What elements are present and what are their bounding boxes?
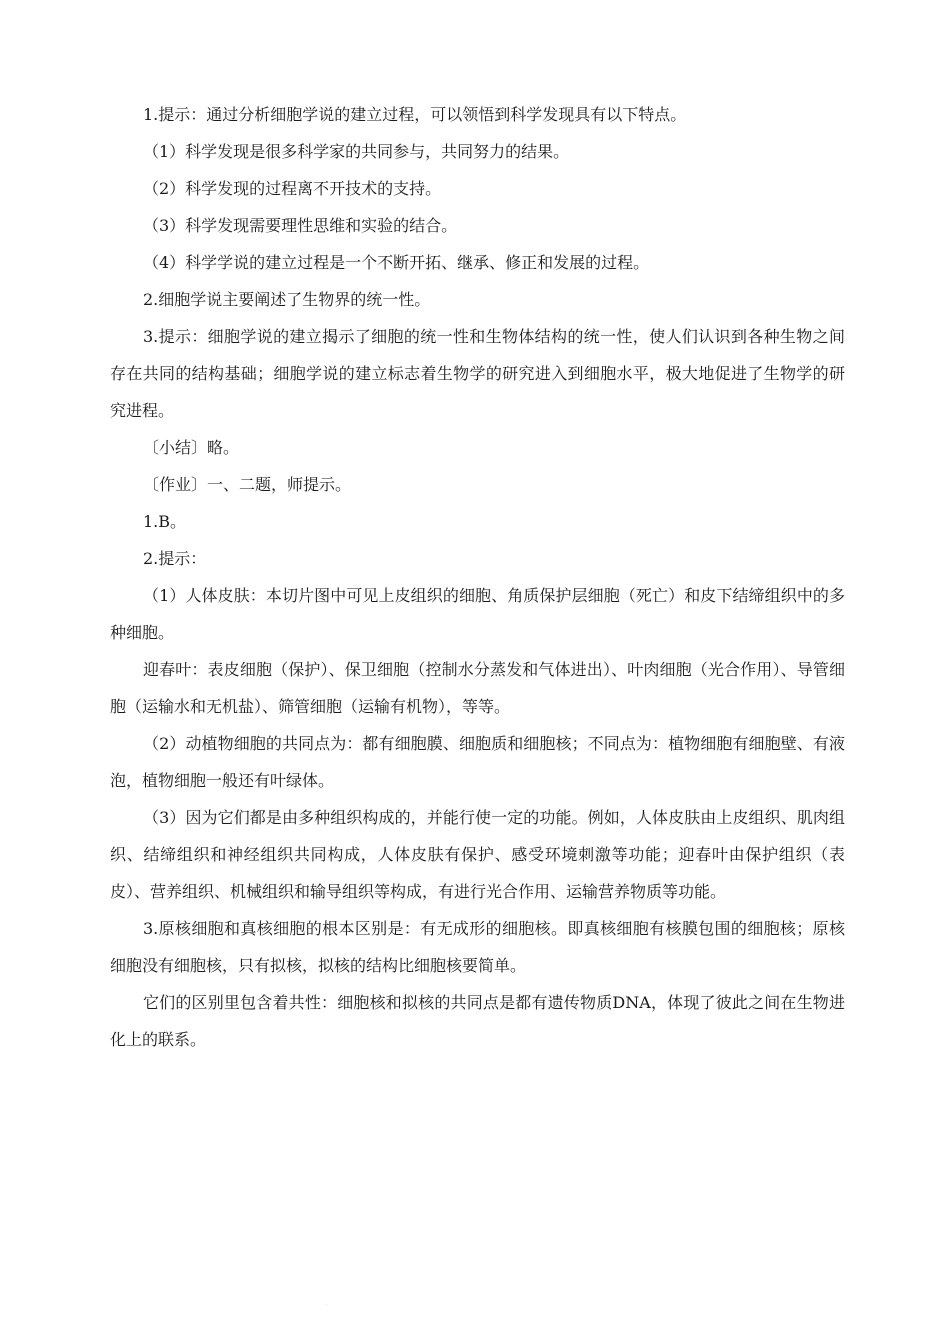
paragraph-point-4: （4）科学学说的建立过程是一个不断开拓、继承、修正和发展的过程。 (143, 253, 650, 272)
paragraph-point-1: （1）科学发现是很多科学家的共同参与，共同努力的结果。 (143, 142, 570, 161)
footer-mark: . (326, 1300, 328, 1307)
paragraph-tissues: （3）因为它们都是由多种组织构成的，并能行使一定的功能。例如，人体皮肤由上皮组织、肌肉组织、结缔组织和神经组织共同构成，人体皮肤有保护、感受环境刺激等功能；迎春叶由保护组织（表皮）、营养组织、机械组织和输导组织等构成，有进行光合作用、运输营养物质等功能。 (110, 808, 845, 901)
paragraph-homework-answer-1: 1.B。 (143, 512, 187, 531)
paragraph-cell-comparison: （2）动植物细胞的共同点为：都有细胞膜、细胞质和细胞核；不同点为：植物细胞有细胞壁、有液泡，植物细胞一般还有叶绿体。 (110, 734, 845, 790)
paragraph-commonality: 它们的区别里包含着共性：细胞核和拟核的共同点是都有遗传物质DNA，体现了彼此之间在生物进化上的联系。 (110, 993, 845, 1049)
paragraph-point-3: （3）科学发现需要理性思维和实验的结合。 (143, 216, 458, 235)
paragraph-answer-2: 2.细胞学说主要阐述了生物界的统一性。 (143, 290, 431, 309)
paragraph-summary: 〔小结〕略。 (143, 438, 240, 457)
paragraph-jasmine-leaf: 迎春叶：表皮细胞（保护）、保卫细胞（控制水分蒸发和气体进出）、叶肉细胞（光合作用）、导管细胞（运输水和无机盐）、筛管细胞（运输有机物），等等。 (110, 660, 845, 716)
paragraph-prokaryote-eukaryote: 3.原核细胞和真核细胞的根本区别是：有无成形的细胞核。即真核细胞有核膜包围的细胞核；原核细胞没有细胞核，只有拟核，拟核的结构比细胞核要简单。 (110, 919, 845, 975)
paragraph-skin: （1）人体皮肤：本切片图中可见上皮组织的细胞、角质保护层细胞（死亡）和皮下结缔组织中的多种细胞。 (110, 586, 845, 642)
paragraph-point-2: （2）科学发现的过程离不开技术的支持。 (143, 179, 442, 198)
paragraph-homework: 〔作业〕一、二题，师提示。 (143, 475, 352, 494)
paragraph-homework-hint-2: 2.提示： (143, 549, 207, 568)
paragraph-hint-1: 1.提示：通过分析细胞学说的建立过程，可以领悟到科学发现具有以下特点。 (143, 105, 687, 124)
paragraph-hint-3: 3.提示：细胞学说的建立揭示了细胞的统一性和生物体结构的统一性，使人们认识到各种生物之间存在共同的结构基础；细胞学说的建立标志着生物学的研究进入到细胞水平，极大地促进了生物学的研究进程。 (110, 327, 845, 420)
document-body (110, 96, 845, 1058)
